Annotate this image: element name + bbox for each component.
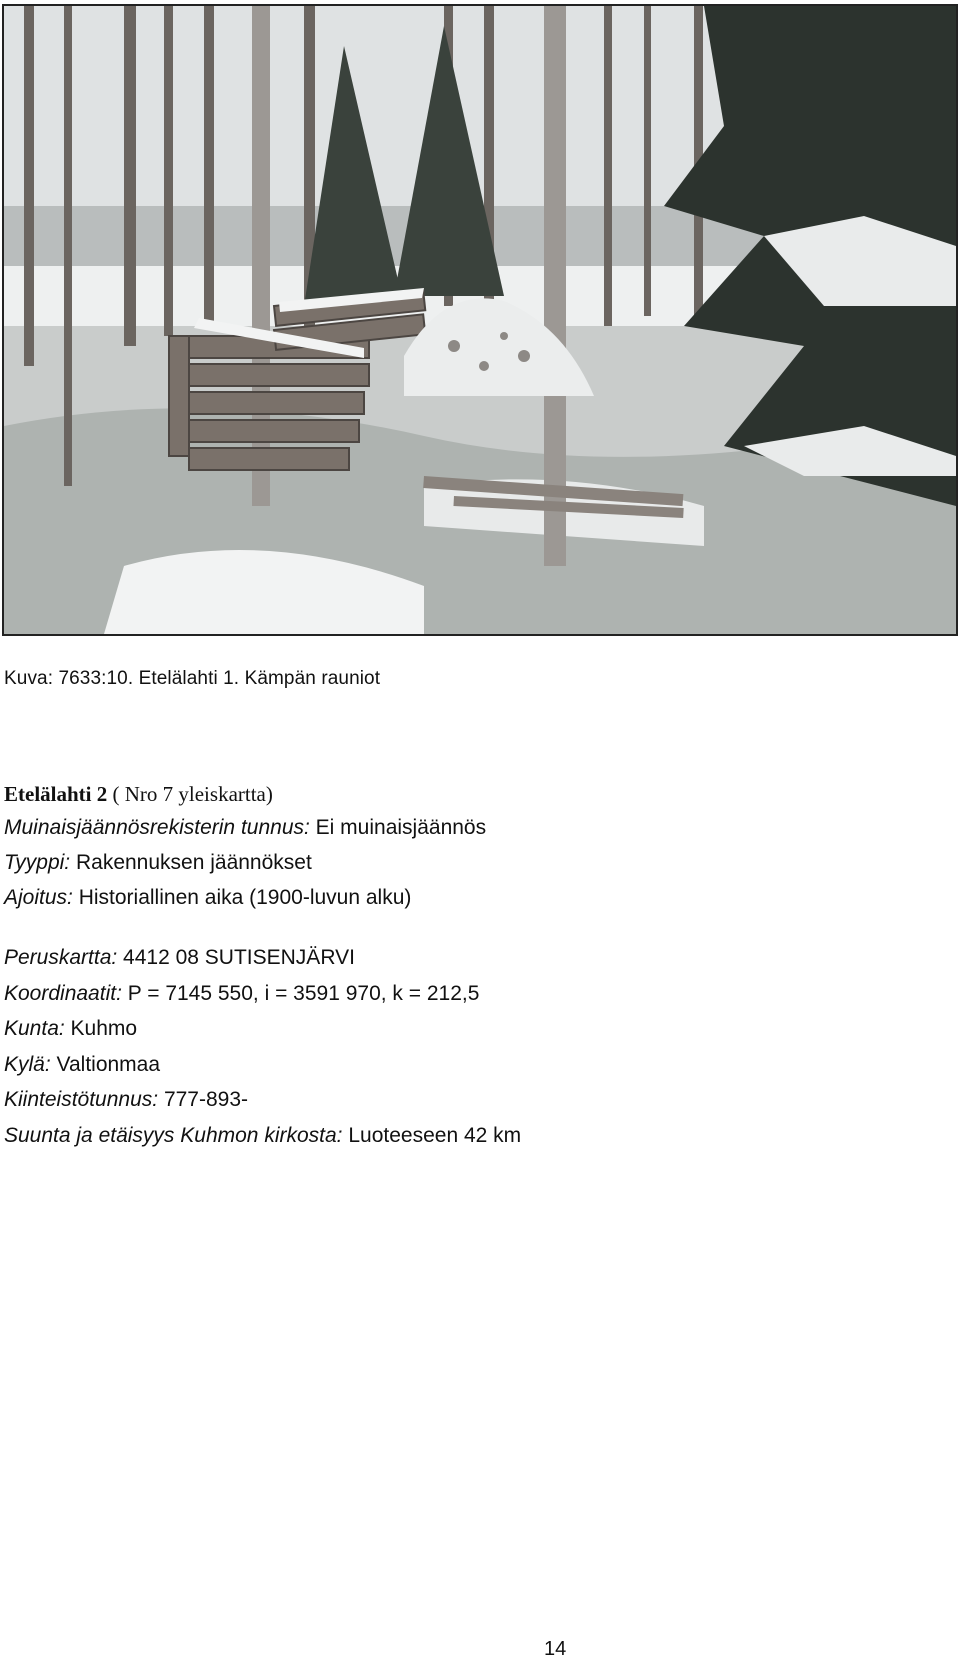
field-value: Rakennuksen jäännökset <box>70 851 312 874</box>
photo-caption: Kuva: 7633:10. Etelälahti 1. Kämpän rauniot <box>4 668 381 689</box>
field-value: Kuhmo <box>64 1017 138 1040</box>
field-label: Ajoitus: <box>4 886 73 909</box>
field-direction-distance <box>4 1124 521 1148</box>
field-value: Ei muinaisjäännös <box>309 816 487 839</box>
field-municipality <box>4 1017 137 1041</box>
field-type <box>4 851 312 875</box>
site-heading <box>4 782 273 807</box>
field-value: 777-893- <box>158 1088 249 1111</box>
field-label: Koordinaatit: <box>4 982 122 1005</box>
site-name: Etelälahti 2 <box>4 782 108 806</box>
site-photo <box>2 4 958 636</box>
field-label: Peruskartta: <box>4 946 118 969</box>
field-base-map <box>4 946 355 970</box>
site-map-reference: ( Nro 7 yleiskartta) <box>107 782 273 806</box>
field-label: Kiinteistötunnus: <box>4 1088 159 1111</box>
field-value: 4412 08 SUTISENJÄRVI <box>117 946 355 969</box>
field-label: Kylä: <box>4 1053 51 1076</box>
forest-ruin-image <box>4 6 956 634</box>
page-number: 14 <box>544 1638 567 1660</box>
field-label: Kunta: <box>4 1017 65 1040</box>
field-village <box>4 1053 160 1077</box>
field-value: Luoteeseen 42 km <box>342 1124 522 1147</box>
field-label: Suunta ja etäisyys Kuhmon kirkosta: <box>4 1124 343 1147</box>
field-dating <box>4 886 411 910</box>
field-register-id <box>4 816 486 840</box>
field-property-id <box>4 1088 248 1112</box>
field-coordinates <box>4 982 479 1006</box>
field-label: Muinaisjäännösrekisterin tunnus: <box>4 816 310 839</box>
field-value: Historiallinen aika (1900-luvun alku) <box>72 886 412 909</box>
field-value: P = 7145 550, i = 3591 970, k = 212,5 <box>121 982 480 1005</box>
field-label: Tyyppi: <box>4 851 71 874</box>
field-value: Valtionmaa <box>50 1053 161 1076</box>
